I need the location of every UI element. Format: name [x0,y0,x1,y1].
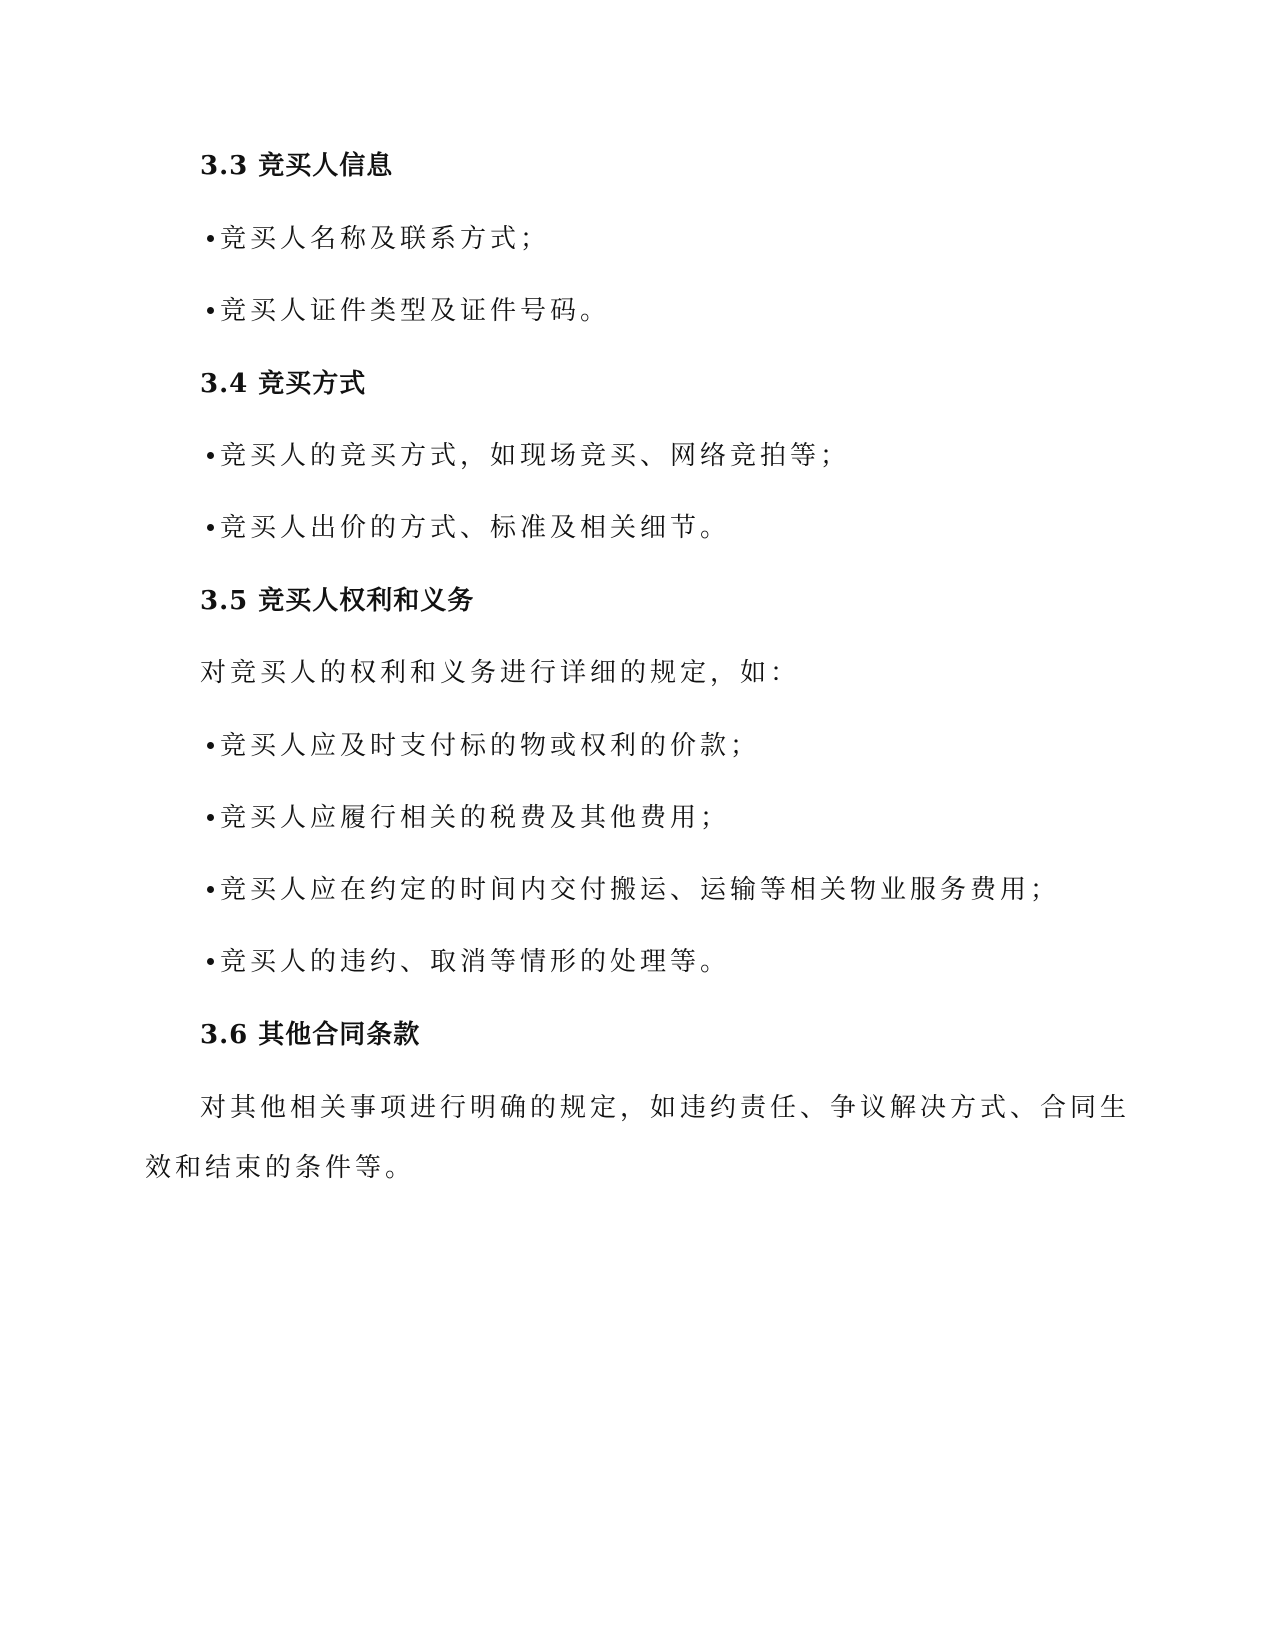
list-item [207,801,730,835]
list-item [207,294,610,328]
section-heading-3-3: 3.3 竞买人信息 [200,151,394,181]
list-item-text: 竞买人出价的方式、标准及相关细节。 [220,513,731,543]
list-item [207,729,760,763]
bullet-icon [207,742,214,749]
list-item-text: 竞买人应在约定的时间内交付搬运、运输等相关物业服务费用； [220,875,1061,905]
list-item [207,873,1060,907]
bullet-icon [207,958,214,965]
bullet-icon [207,307,214,314]
section-heading-3-4: 3.4 竞买方式 [200,369,367,399]
list-item-text: 竞买人应履行相关的税费及其他费用； [220,803,731,833]
bullet-icon [207,452,214,459]
section-heading-3-5: 3.5 竞买人权利和义务 [200,586,475,616]
list-item-text: 竞买人的违约、取消等情形的处理等。 [220,947,731,977]
section-intro-text: 对竞买人的权利和义务进行详细的规定，如： [200,658,801,688]
list-item [207,439,850,473]
list-item [207,945,730,979]
section-heading-3-6: 3.6 其他合同条款 [200,1020,421,1050]
paragraph-line-2: 效和结束的条件等。 [145,1153,416,1183]
list-item-text: 竞买人应及时支付标的物或权利的价款； [220,731,761,761]
bullet-icon [207,524,214,531]
list-item-text: 竞买人的竞买方式，如现场竞买、网络竞拍等； [220,441,851,471]
bullet-icon [207,235,214,242]
list-item-text: 竞买人证件类型及证件号码。 [220,296,611,326]
list-item [207,511,730,545]
list-item-text: 竞买人名称及联系方式； [220,224,551,254]
paragraph-line-1: 对其他相关事项进行明确的规定，如违约责任、争议解决方式、合同生 [200,1093,1131,1123]
bullet-icon [207,814,214,821]
list-item [207,222,550,256]
bullet-icon [207,886,214,893]
